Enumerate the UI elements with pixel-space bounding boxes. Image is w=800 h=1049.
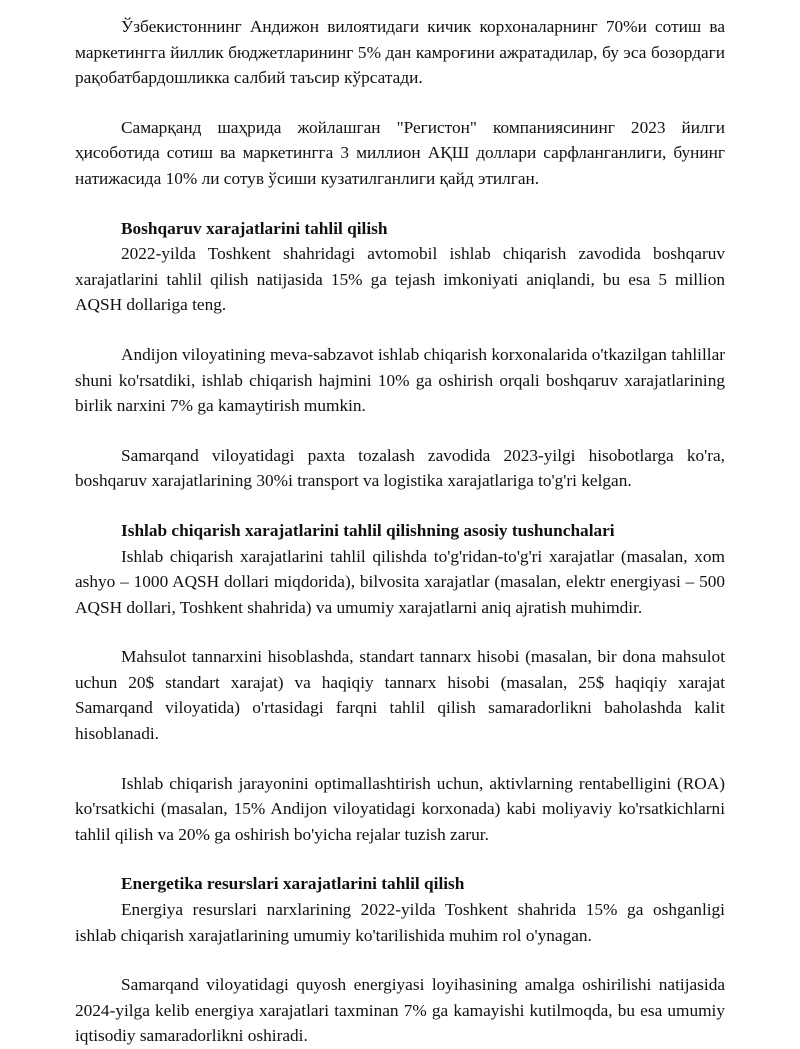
paragraph-andijon-fruit-veg: Andijon viloyatining meva-sabzavot ishlab chiqarish korxonalarida o'tkazilgan tahlillar shuni ko'rsatdiki, ishlab chiqarish hajmini 10% ga oshirish orqali boshqaruv xarajatlarining birlik narxini 7% ga kamaytirish mumkin. — [75, 344, 725, 416]
paragraph-standard-vs-actual-cost: Mahsulot tannarxini hisoblashda, standart tannarx hisobi (masalan, bir dona mahsulot uchun 20$ standart xarajat) va haqiqiy tannarx hisobi (masalan, 25$ haqiqiy xarajat Samarqand viloyatida) o'rtasidagi farqni tahlil qilish samaradorlikni baholashda kalit hisoblanadi. — [75, 647, 725, 744]
paragraph-roa-optimization: Ishlab chiqarish jarayonini optimallashtirish uchun, aktivlarning rentabelligini (ROA) ko'rsatkichi (masalan, 15% Andijon viloyatidagi korxonada) kabi moliyaviy ko'rsatkichlarni tahlil qilish va 20% ga oshirish bo'yicha rejalar tuzish zarur. — [75, 773, 725, 844]
paragraph-direct-indirect-costs: Ishlab chiqarish xarajatlarini tahlil qilishda to'g'ridan-to'g'ri xarajatlar (masalan, xom ashyo – 1000 AQSH dollari miqdorida), bilvosita xarajatlar (masalan, elektr energiyasi – 500 AQSH dollari, Toshkent shahrida) va umumiy xarajatlarni aniq ajratish muhimdir. — [75, 546, 725, 617]
section-heading-energy-costs: Energetika resurslari xarajatlarini tahlil qilish — [121, 874, 465, 894]
document-page — [75, 14, 725, 1049]
paragraph-energy-price-increase: Energiya resurslari narxlarining 2022-yilda Toshkent shahrida 15% ga oshganligi ishlab chiqarish xarajatlarining umumiy ko'tarilishida muhim rol o'ynagan. — [75, 900, 725, 945]
paragraph-samarkand-cotton: Samarqand viloyatidagi paxta tozalash zavodida 2023-yilgi hisobotlarga ko'ra, boshqaruv xarajatlarining 30%i transport va logistika xarajatlariga to'g'ri kelgan. — [75, 445, 725, 491]
paragraph-registon-report: Самарқанд шаҳрида жойлашган "Регистон" компаниясининг 2023 йилги ҳисоботида сотиш ва маркетингга 3 миллион АҚШ доллари сарфланганлиги, бунинг натижасида 10% ли сотув ўсиши кузатилганлиги қайд этилган. — [75, 117, 725, 188]
paragraph-solar-project: Samarqand viloyatidagi quyosh energiyasi loyihasining amalga oshirilishi natijasida 2024-yilga kelib energiya xarajatlari taxminan 7% ga kamayishi kutilmoqda, bu esa umumiy iqtisodiy samaradorlikni oshiradi. — [75, 975, 725, 1046]
section-heading-management-costs: Boshqaruv xarajatlarini tahlil qilish — [121, 218, 388, 238]
paragraph-andijon-marketing: Ўзбекистоннинг Андижон вилоятидаги кичик корхоналарнинг 70%и сотиш ва маркетингга йиллик бюджетларининг 5% дан камроғини ажратадилар, бу эса бозордаги рақобатбардошликка салбий таъсир кўрсатади. — [75, 17, 725, 88]
paragraph-tashkent-auto-plant: 2022-yilda Toshkent shahridagi avtomobil ishlab chiqarish zavodida boshqaruv xarajatlarini tahlil qilish natijasida 15% ga tejash imkoniyati aniqlandi, bu esa 5 million AQSH dollariga teng. — [75, 244, 725, 315]
section-heading-production-costs: Ishlab chiqarish xarajatlarini tahlil qilishning asosiy tushunchalari — [121, 520, 615, 540]
